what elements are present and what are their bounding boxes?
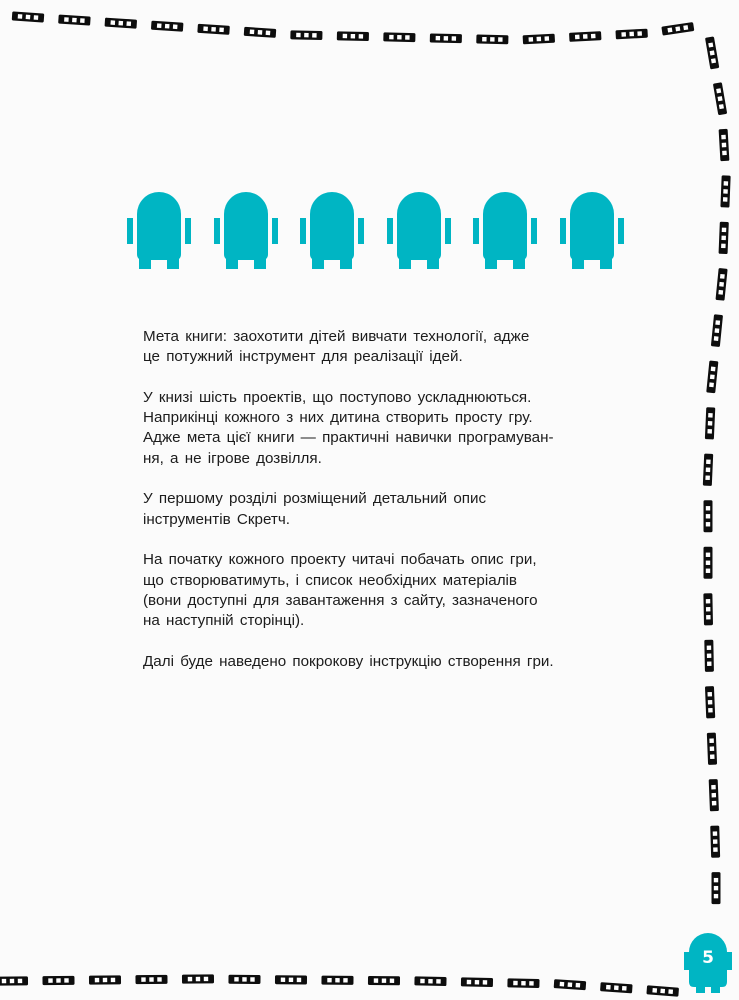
robot-icon [126, 190, 192, 270]
text-line: інструментів Скретч. [143, 510, 290, 528]
text-line: Адже мета цієї книги — практичні навички програмуван- [143, 429, 554, 447]
robot-icon [213, 190, 279, 270]
track-dash [713, 82, 727, 115]
track-dash [554, 979, 587, 990]
track-dash [244, 27, 277, 38]
track-dash [430, 33, 462, 43]
track-dash [476, 35, 508, 45]
text-line: на наступній сторінці). [143, 612, 305, 630]
track-dash [720, 175, 730, 207]
track-dash [228, 975, 260, 984]
track-dash [705, 686, 715, 718]
track-dash [337, 31, 369, 41]
track-dash [703, 593, 713, 625]
track-dash [569, 31, 601, 42]
track-dash [646, 985, 679, 996]
track-dash [704, 547, 713, 579]
robot-icon [559, 190, 625, 270]
track-dash [706, 361, 718, 394]
text-line: Мета книги: заохотити дітей вивчати технології, адже [143, 328, 530, 345]
track-dash [105, 18, 138, 29]
page-number-badge [683, 930, 733, 994]
track-dash [321, 976, 353, 985]
track-dash [712, 872, 721, 904]
track-dash [135, 975, 167, 984]
text-line: Наприкінці кожного з них дитина створить просту гру. [143, 409, 533, 427]
track-dash [290, 30, 322, 40]
track-dash [523, 34, 555, 45]
track-dash [615, 29, 647, 40]
track-dash [182, 974, 214, 983]
track-dash [600, 982, 633, 993]
track-dash [704, 500, 713, 532]
track-dash [715, 268, 727, 301]
text-line: У першому розділі розміщений детальний опис [143, 490, 487, 508]
text-line: що створюватимуть, і список необхідних матеріалів [143, 571, 518, 589]
track-dash [275, 975, 307, 984]
text-line: ня, а не ігрове дозвілля. [143, 449, 322, 467]
paragraph-goal [143, 327, 593, 368]
paragraph-project-start [143, 550, 593, 631]
track-dash [383, 32, 415, 42]
text-line: (вони доступні для завантаження з сайту, зазначеного [143, 591, 538, 609]
track-dash [719, 222, 729, 254]
text-line: Далі буде наведено покрокову інструкцію створення гри. [143, 652, 554, 670]
paragraph-projects [143, 388, 593, 469]
track-dash [42, 976, 74, 985]
track-dash [89, 975, 121, 984]
robot-icon [472, 190, 538, 270]
track-dash [368, 976, 400, 985]
track-dash [197, 24, 230, 35]
robot-icon [386, 190, 452, 270]
paragraph-instructions [143, 652, 593, 672]
track-dash [12, 11, 45, 22]
track-dash [661, 22, 694, 36]
track-dash [461, 977, 493, 987]
track-dash [58, 15, 91, 26]
paragraph-first-section [143, 489, 593, 530]
body-text [143, 327, 593, 692]
track-dash [719, 129, 730, 161]
track-dash [704, 640, 714, 672]
track-dash [705, 36, 719, 69]
track-dash [507, 978, 539, 988]
track-dash [707, 733, 717, 765]
text-line: На початку кожного проекту читачі побачать опис гри, [143, 551, 537, 569]
text-line: це потужний інструмент для реалізації ідей. [143, 348, 463, 366]
track-dash [151, 21, 184, 32]
track-dash [710, 826, 720, 858]
track-dash [414, 976, 446, 986]
track-dash [705, 407, 715, 439]
track-dash [703, 454, 713, 486]
track-dash [709, 779, 719, 811]
text-line: У книзі шість проектів, що поступово ускладнюються. [143, 388, 532, 406]
robot-row [126, 190, 626, 270]
track-dash [711, 314, 723, 347]
robot-icon [299, 190, 365, 270]
page-number: 5 [702, 948, 714, 968]
track-dash [0, 976, 28, 985]
